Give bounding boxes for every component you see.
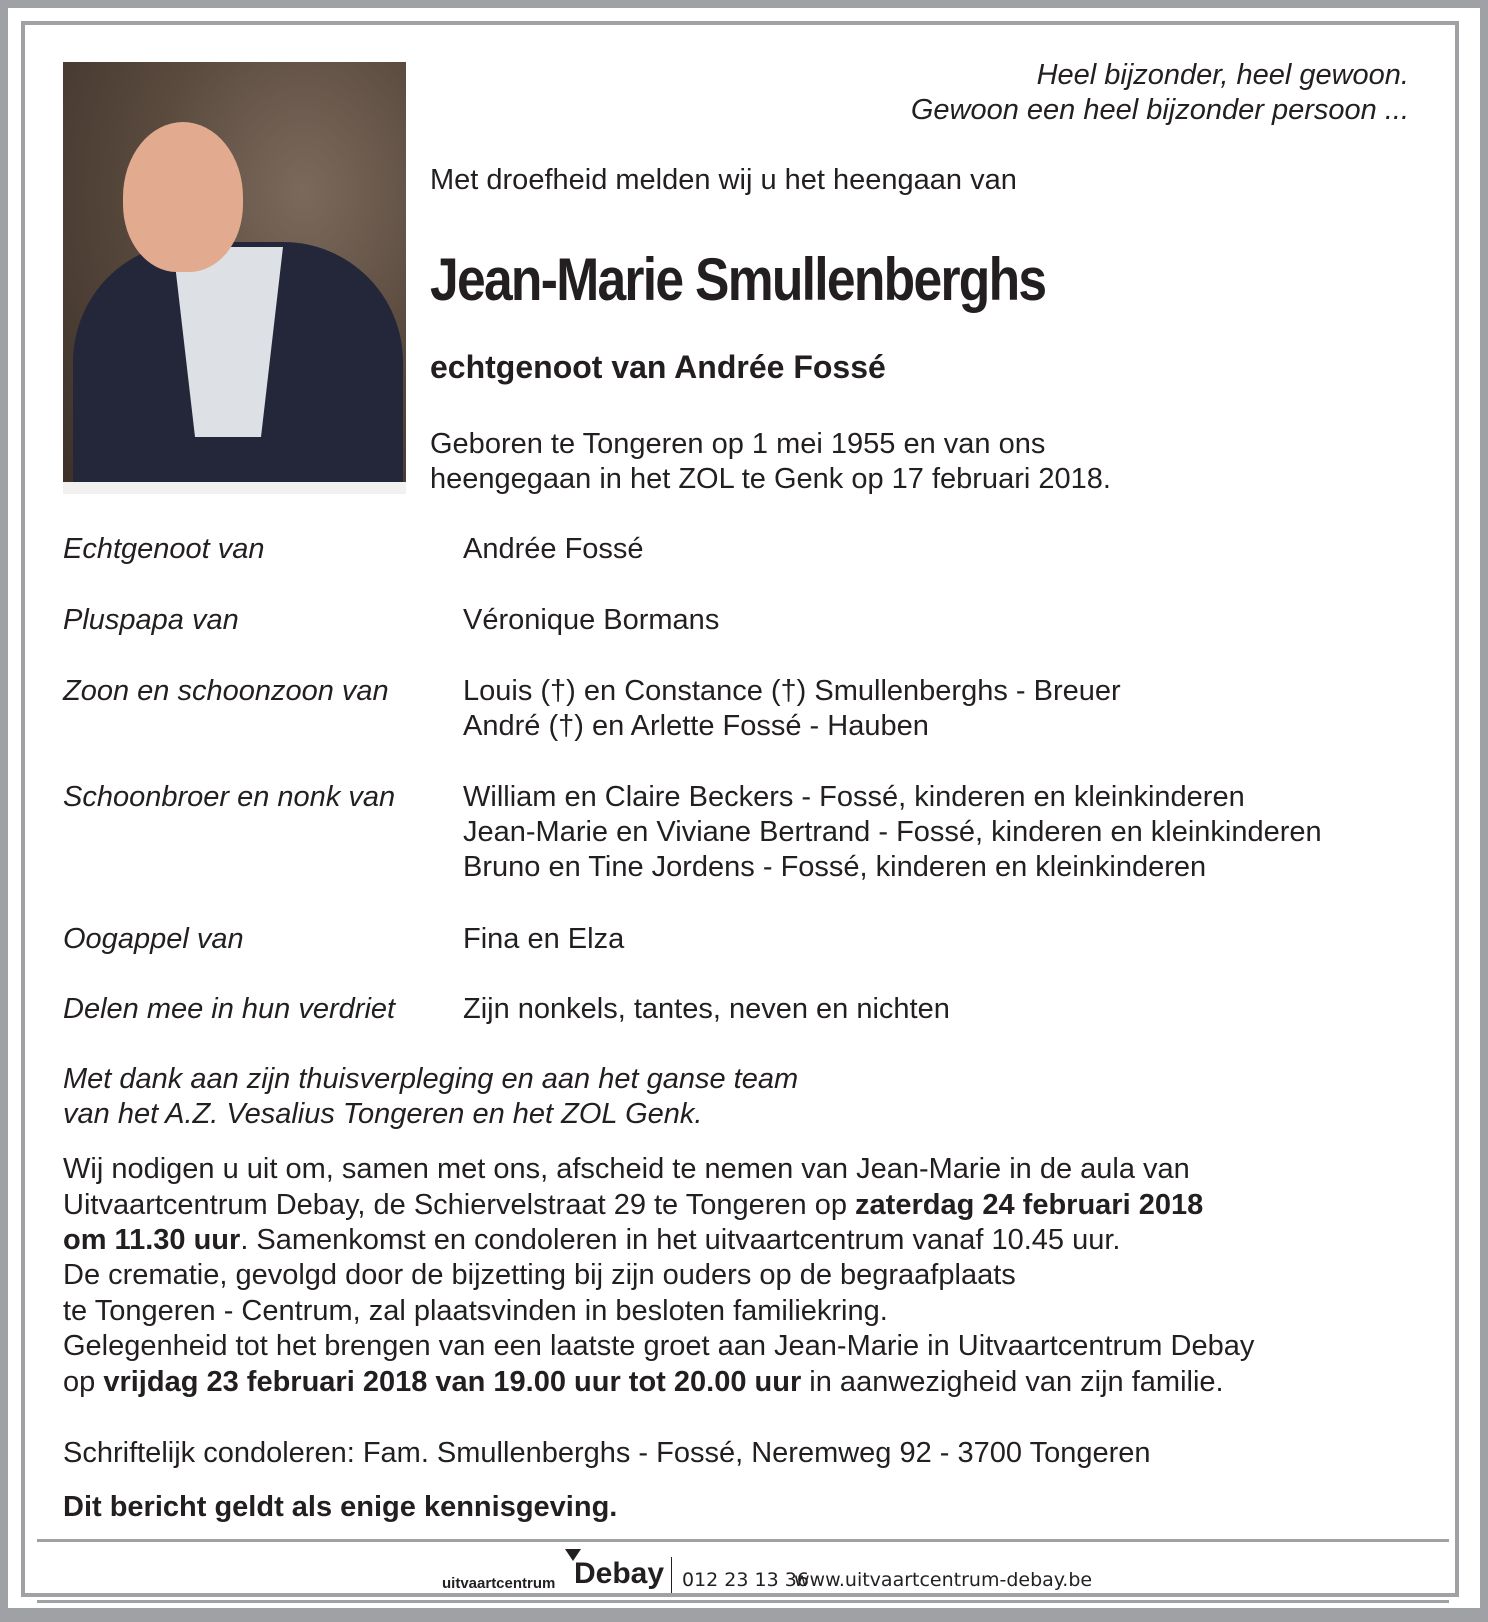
visitation-time: vrijdag 23 februari 2018 van 19.00 uur tot 20.00 uur [103,1366,802,1398]
invitation-text: op [63,1366,104,1398]
relation-label: Oogappel van [63,923,244,955]
relation-value: Zijn nonkels, tantes, neven en nichten [463,993,950,1025]
photo-face [123,122,243,272]
quote-line-2: Gewoon een heel bijzonder persoon ... [910,94,1409,126]
spouse-line: echtgenoot van Andrée Fossé [430,349,886,385]
ceremony-time: om 11.30 uur [63,1224,241,1256]
footer-divider [37,1539,1449,1542]
invitation-line [63,1189,1203,1222]
birth-death-line-1: Geboren te Tongeren op 1 mei 1955 en van ons [430,428,1046,460]
relation-value: Jean-Marie en Viviane Bertrand - Fossé, kinderen en kleinkinderen [463,816,1322,848]
ceremony-date: zaterdag 24 februari 2018 [855,1189,1204,1221]
intro-text: Met droefheid melden wij u het heengaan van [430,164,1017,196]
thanks-line-2: van het A.Z. Vesalius Tongeren en het ZOL Genk. [63,1098,703,1130]
invitation-line: Gelegenheid tot het brengen van een laatste groet aan Jean-Marie in Uitvaartcentrum Debay [63,1330,1255,1362]
page-sheet [8,8,1480,1608]
birth-death-line-2: heengegaan in het ZOL te Genk op 17 februari 2018. [430,463,1111,495]
relation-label: Pluspapa van [63,604,239,636]
footer-bottom-rule [37,1600,1449,1603]
footer-website[interactable]: www.uitvaartcentrum-debay.be [794,1569,1093,1591]
relation-value: William en Claire Beckers - Fossé, kinderen en kleinkinderen [463,781,1245,813]
relation-value: Andrée Fossé [463,533,644,565]
footer-separator [671,1557,672,1593]
relation-value: Louis (†) en Constance (†) Smullenberghs - Breuer [463,675,1121,707]
relation-value: Fina en Elza [463,923,625,955]
invitation-text: . Samenkomst en condoleren in het uitvaartcentrum vanaf 10.45 uur. [240,1224,1121,1256]
obituary-frame [21,21,1459,1597]
portrait-photo [63,62,406,494]
relation-value: Véronique Bormans [463,604,720,636]
relation-label: Echtgenoot van [63,533,265,565]
footer-phone: 012 23 13 36 [682,1569,809,1591]
invitation-text: Uitvaartcentrum Debay, de Schiervelstraat 29 te Tongeren op [63,1189,856,1221]
brand-large: Debay [574,1557,665,1590]
relation-value: André (†) en Arlette Fossé - Hauben [463,710,929,742]
condolence-address: Schriftelijk condoleren: Fam. Smullenberghs - Fossé, Neremweg 92 - 3700 Tongeren [63,1437,1151,1469]
invitation-line: De crematie, gevolgd door de bijzetting bij zijn ouders op de begraafplaats [63,1259,1016,1291]
invitation-line: Wij nodigen u uit om, samen met ons, afscheid te nemen van Jean-Marie in de aula van [63,1153,1190,1185]
notice-text: Dit bericht geldt als enige kennisgeving. [63,1491,618,1523]
quote-line-1: Heel bijzonder, heel gewoon. [1036,59,1409,91]
invitation-line [63,1224,1121,1257]
invitation-text: in aanwezigheid van zijn familie. [801,1366,1224,1398]
relation-label: Delen mee in hun verdriet [63,993,396,1025]
footer [25,1553,1455,1603]
relation-label: Schoonbroer en nonk van [63,781,396,813]
deceased-name: Jean-Marie Smullenberghs [430,246,1046,313]
invitation-line: te Tongeren - Centrum, zal plaatsvinden in besloten familiekring. [63,1295,888,1327]
invitation-line [63,1366,1224,1399]
thanks-line-1: Met dank aan zijn thuisverpleging en aan het ganse team [63,1063,799,1095]
brand-small: uitvaartcentrum [442,1575,556,1592]
photo-strip [63,482,406,494]
relation-label: Zoon en schoonzoon van [63,675,389,707]
relation-value: Bruno en Tine Jordens - Fossé, kinderen en kleinkinderen [463,851,1207,883]
